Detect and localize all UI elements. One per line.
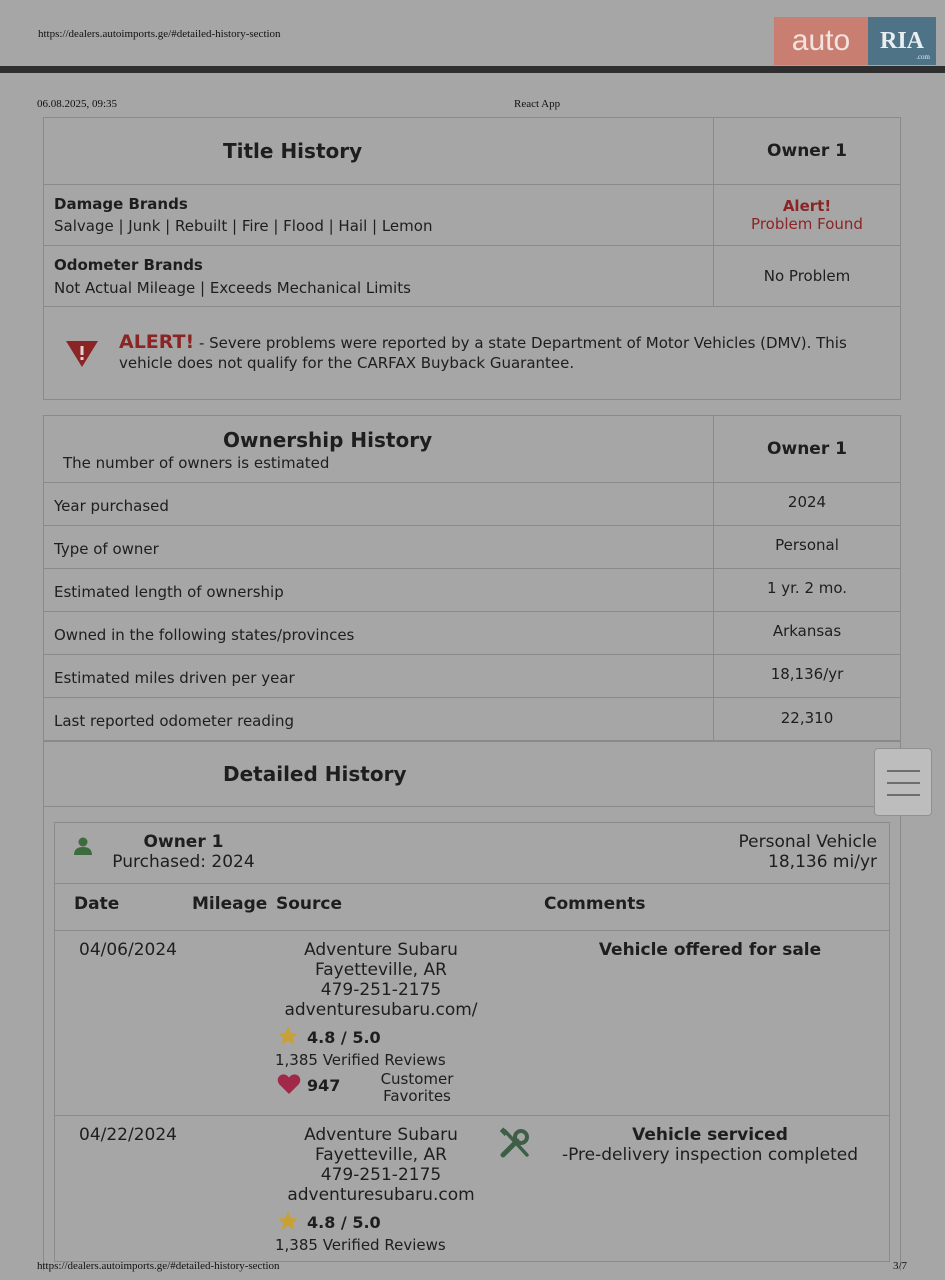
owner-block [111, 832, 256, 872]
record-source [275, 1125, 487, 1205]
odometer-status: No Problem [763, 267, 851, 285]
menu-line-icon [887, 794, 920, 796]
star-icon [277, 1025, 299, 1047]
ownership-row-value: 22,310 [780, 708, 834, 727]
print-datetime: 06.08.2025, 09:35 [37, 98, 118, 110]
logo-ria-text: RIA [879, 27, 924, 54]
ownership-row [44, 569, 900, 612]
logo-auto-text: auto [774, 17, 868, 65]
toolbar-divider [0, 66, 945, 73]
ownership-history-header [44, 416, 900, 483]
source-name: Adventure Subaru [304, 1125, 458, 1145]
ownership-owner-col: Owner 1 [767, 439, 847, 459]
hamburger-menu-button[interactable] [874, 748, 932, 816]
page-url: https://dealers.autoimports.ge/#detailed-history-section [38, 28, 281, 40]
heart-icon [277, 1073, 301, 1095]
menu-line-icon [887, 782, 920, 784]
damage-alert-detail: Problem Found [751, 215, 863, 233]
logo-com-text: .com [916, 53, 930, 61]
damage-brands-items: Salvage | Junk | Rebuilt | Fire | Flood | Hail | Lemon [54, 217, 433, 235]
rating-value: 4.8 / 5.0 [307, 1028, 381, 1047]
source-website[interactable]: adventuresubaru.com/ [284, 1000, 478, 1020]
odometer-brands-label: Odometer Brands [54, 256, 203, 274]
record-comment-detail: -Pre-delivery inspection completed [561, 1145, 859, 1165]
vehicle-block [739, 832, 877, 872]
favorites-label-line1: Customer [380, 1070, 454, 1088]
source-phone: 479-251-2175 [320, 1165, 442, 1185]
review-count: 1,385 Verified Reviews [275, 1236, 446, 1254]
damage-alert-label: Alert! [782, 197, 832, 215]
title-owner-col: Owner 1 [767, 141, 847, 161]
source-name: Adventure Subaru [304, 940, 458, 960]
detailed-history-section [43, 741, 901, 1271]
owner-summary [55, 823, 889, 884]
source-city: Fayetteville, AR [315, 1145, 447, 1165]
ownership-history-section [43, 415, 901, 741]
source-phone: 479-251-2175 [320, 980, 442, 1000]
column-date: Date [74, 894, 120, 914]
column-comments: Comments [544, 894, 646, 914]
record-comment-title: Vehicle offered for sale [598, 940, 822, 960]
ownership-row [44, 655, 900, 698]
wrench-icon [499, 1127, 531, 1159]
ownership-row-label: Year purchased [54, 497, 169, 515]
record-comment [545, 1125, 875, 1165]
owner-history-card [54, 822, 890, 1262]
history-table-header [55, 883, 889, 931]
print-page-number: 3/7 [893, 1260, 908, 1272]
logo-ria-block [868, 17, 936, 65]
alert-message: - Severe problems were reported by a state Department of Motor Vehicles (DMV). This vehicle does not qualify for the CARFAX Buyback Guarantee. [119, 334, 847, 372]
ownership-row [44, 483, 900, 526]
favorites-count: 947 [307, 1076, 341, 1095]
source-city: Fayetteville, AR [315, 960, 447, 980]
record-date: 04/22/2024 [79, 1125, 177, 1145]
column-mileage: Mileage [192, 894, 268, 914]
favorites-label-line2: Favorites [383, 1087, 451, 1105]
record-source [275, 940, 487, 1020]
ownership-history-heading: Ownership History [223, 428, 433, 452]
warning-triangle-icon [64, 339, 100, 369]
ownership-row [44, 526, 900, 569]
owner-name: Owner 1 [143, 832, 224, 852]
print-title: React App [514, 98, 561, 110]
ownership-row-label: Estimated length of ownership [54, 583, 284, 601]
star-icon [277, 1210, 299, 1232]
damage-brands-label: Damage Brands [54, 195, 188, 213]
owner-purchased: Purchased: 2024 [112, 852, 255, 872]
title-history-header [44, 118, 900, 185]
ownership-row-label: Type of owner [54, 540, 159, 558]
autoria-logo[interactable] [774, 17, 936, 65]
odometer-brands-items: Not Actual Mileage | Exceeds Mechanical Limits [54, 279, 411, 297]
damage-brands-row [44, 185, 900, 246]
source-website[interactable]: adventuresubaru.com [287, 1185, 475, 1205]
ownership-row-value: Arkansas [772, 622, 842, 640]
detailed-history-heading: Detailed History [223, 762, 407, 786]
ownership-row [44, 612, 900, 655]
review-count: 1,385 Verified Reviews [275, 1051, 446, 1069]
ownership-row-label: Owned in the following states/provinces [54, 626, 355, 644]
dmv-alert-box [44, 307, 900, 399]
rating-value: 4.8 / 5.0 [307, 1213, 381, 1232]
odometer-brands-row [44, 246, 900, 307]
detailed-history-header [44, 742, 900, 807]
table-row [55, 930, 889, 1116]
record-date: 04/06/2024 [79, 940, 177, 960]
ownership-history-subheading: The number of owners is estimated [63, 454, 330, 472]
table-row [55, 1115, 889, 1263]
person-icon [73, 836, 93, 856]
title-history-heading: Title History [223, 139, 363, 163]
ownership-row-label: Estimated miles driven per year [54, 669, 295, 687]
ownership-row-value: Personal [775, 536, 839, 554]
title-history-section [43, 117, 901, 400]
print-footer-url: https://dealers.autoimports.ge/#detailed-history-section [37, 1260, 280, 1272]
vehicle-miles: 18,136 mi/yr [768, 852, 877, 872]
ownership-row-value: 18,136/yr [770, 665, 844, 683]
favorites-label [367, 1071, 467, 1105]
dmv-alert-text [119, 332, 859, 373]
ownership-row-label: Last reported odometer reading [54, 712, 295, 730]
ownership-row-value: 1 yr. 2 mo. [766, 579, 848, 597]
ownership-row [44, 698, 900, 741]
record-comment-title: Vehicle serviced [632, 1125, 788, 1145]
ownership-row-value: 2024 [787, 493, 827, 511]
alert-word: ALERT! [119, 331, 195, 353]
damage-status [714, 185, 900, 245]
vehicle-type: Personal Vehicle [738, 832, 877, 852]
column-source: Source [276, 894, 343, 914]
menu-line-icon [887, 770, 920, 772]
